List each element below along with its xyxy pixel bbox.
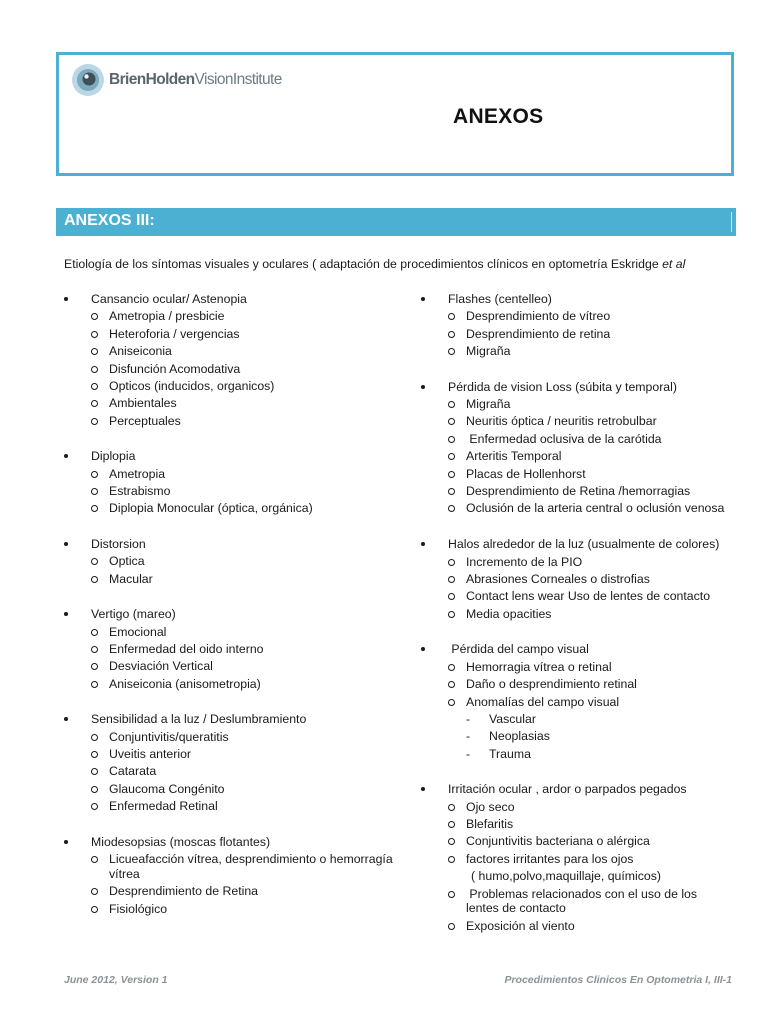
circle-bullet-icon: [91, 418, 98, 425]
circle-bullet-icon: [448, 418, 455, 425]
cause-item: Desprendimiento de Retina /hemorragias: [421, 483, 731, 500]
circle-bullet-icon: [448, 856, 455, 863]
cause-item: Enfermedad del oido interno: [64, 641, 394, 658]
cause-item: Aniseiconia: [64, 343, 394, 360]
symptom-heading: Pérdida del campo visual: [421, 641, 731, 658]
cause-item: Heteroforia / vergencias: [64, 326, 394, 343]
dash-bullet-icon: -: [466, 711, 471, 726]
cause-item: Macular: [64, 571, 394, 588]
circle-bullet-icon: [448, 593, 455, 600]
bullet-icon: [421, 542, 425, 546]
bullet-icon: [421, 297, 425, 301]
bullet-icon: [421, 647, 425, 651]
circle-bullet-icon: [91, 488, 98, 495]
cause-item: Oclusión de la arteria central o oclusión venosa: [421, 500, 731, 518]
circle-bullet-icon: [91, 663, 98, 670]
bullet-icon: [421, 787, 425, 791]
logo-wordmark: BrienHoldenVisionInstitute: [109, 71, 282, 88]
cause-item: Arteritis Temporal: [421, 448, 731, 465]
cause-item: Conjuntivitis/queratitis: [64, 729, 394, 746]
circle-bullet-icon: [91, 646, 98, 653]
cause-item: Problemas relacionados con el uso de los lentes de contacto: [421, 886, 731, 918]
cause-item: Catarata: [64, 763, 394, 780]
cause-item: Contact lens wear Uso de lentes de contacto: [421, 588, 731, 605]
circle-bullet-icon: [448, 923, 455, 930]
circle-bullet-icon: [448, 821, 455, 828]
cause-item: Desviación Vertical: [64, 658, 394, 675]
symptom-heading: Halos alrededor de la luz (usualmente de colores): [421, 536, 731, 554]
circle-bullet-icon: [448, 891, 455, 898]
cause-item: Desprendimiento de Retina: [64, 883, 394, 900]
sub-cause-item: - Neoplasias: [421, 728, 731, 745]
circle-bullet-icon: [91, 471, 98, 478]
symptom-group: [421, 536, 731, 623]
circle-bullet-icon: [91, 681, 98, 688]
header-box: [56, 52, 734, 176]
circle-bullet-icon: [448, 804, 455, 811]
logo: [71, 63, 282, 97]
cause-item: Incremento de la PIO: [421, 554, 731, 571]
circle-bullet-icon: [91, 629, 98, 636]
sub-cause-item: - Vascular: [421, 711, 731, 728]
circle-bullet-icon: [91, 383, 98, 390]
symptom-group: [421, 641, 731, 763]
symptom-heading: Miodesopsias (moscas flotantes): [64, 834, 394, 851]
cause-item: Ojo seco: [421, 799, 731, 816]
cause-item: Perceptuales: [64, 413, 394, 430]
symptom-heading: Distorsion: [64, 536, 394, 553]
bullet-icon: [64, 297, 68, 301]
symptom-heading: Irritación ocular , ardor o parpados pegados: [421, 781, 731, 798]
circle-bullet-icon: [91, 856, 98, 863]
circle-bullet-icon: [448, 488, 455, 495]
circle-bullet-icon: [448, 838, 455, 845]
circle-bullet-icon: [91, 313, 98, 320]
symptom-group: [64, 448, 394, 518]
cause-item: Aniseiconia (anisometropia): [64, 676, 394, 693]
cause-item: Licueafacción vítrea, desprendimiento o hemorragía vítrea: [64, 851, 394, 883]
symptom-group: [421, 379, 731, 518]
symptom-group: [64, 606, 394, 693]
cause-item: Enfermedad oclusiva de la carótida: [421, 431, 731, 448]
bullet-icon: [64, 454, 68, 458]
section-bar: [56, 208, 736, 236]
symptom-group: [64, 711, 394, 815]
circle-bullet-icon: [448, 331, 455, 338]
circle-bullet-icon: [448, 664, 455, 671]
cause-item: Disfunción Acomodativa: [64, 361, 394, 378]
circle-bullet-icon: [448, 681, 455, 688]
cause-item: Abrasiones Corneales o distrofias: [421, 571, 731, 588]
cause-item: Daño o desprendimiento retinal: [421, 676, 731, 693]
circle-bullet-icon: [448, 699, 455, 706]
cause-item: Ametropia / presbicie: [64, 308, 394, 325]
circle-bullet-icon: [91, 786, 98, 793]
circle-bullet-icon: [91, 751, 98, 758]
cause-item: Optica: [64, 553, 394, 570]
cause-detail: ( humo,polvo,maquillaje, químicos): [471, 869, 662, 884]
footer-course-page: Procedimientos Clinicos En Optometria I, III-1: [504, 974, 732, 986]
cause-item: Uveitis anterior: [64, 746, 394, 763]
intro-paragraph: Etiología de los síntomas visuales y oculares ( adaptación de procedimientos clínicos en optometría Eskridge et al: [64, 257, 686, 271]
cause-item: Hemorragia vítrea o retinal: [421, 659, 731, 676]
footer-version: June 2012, Version 1: [64, 974, 168, 986]
symptom-heading: Vertigo (mareo): [64, 606, 394, 623]
page-title: ANEXOS: [453, 105, 544, 128]
circle-bullet-icon: [448, 471, 455, 478]
cause-item: factores irritantes para los ojos: [421, 851, 731, 868]
symptom-group: [64, 536, 394, 588]
bullet-icon: [421, 385, 425, 389]
circle-bullet-icon: [91, 366, 98, 373]
section-bar-divider: [731, 212, 732, 232]
cause-item: Blefaritis: [421, 816, 731, 833]
circle-bullet-icon: [448, 453, 455, 460]
cause-item: Emocional: [64, 624, 394, 641]
section-title: ANEXOS III:: [64, 212, 155, 229]
symptom-heading: Flashes (centelleo): [421, 291, 731, 308]
symptom-group: [64, 834, 394, 918]
cause-item: Migraña: [421, 343, 731, 360]
bullet-icon: [64, 612, 68, 616]
symptom-heading: Cansancio ocular/ Astenopia: [64, 291, 394, 308]
bullet-icon: [64, 717, 68, 721]
cause-item: Diplopia Monocular (óptica, orgánica): [64, 500, 394, 517]
symptom-heading: Sensibilidad a la luz / Deslumbramiento: [64, 711, 394, 728]
circle-bullet-icon: [91, 348, 98, 355]
cause-item: Placas de Hollenhorst: [421, 466, 731, 483]
cause-item: Desprendimiento de vítreo: [421, 308, 731, 325]
circle-bullet-icon: [91, 558, 98, 565]
cause-item: Ambientales: [64, 395, 394, 412]
circle-bullet-icon: [448, 559, 455, 566]
cause-item: Estrabismo: [64, 483, 394, 500]
bullet-icon: [64, 840, 68, 844]
left-column: [64, 291, 394, 936]
cause-item: Migraña: [421, 396, 731, 413]
cause-item: Anomalías del campo visual: [421, 694, 731, 711]
circle-bullet-icon: [91, 906, 98, 913]
circle-bullet-icon: [448, 505, 455, 512]
cause-item: Neuritis óptica / neuritis retrobulbar: [421, 413, 731, 430]
circle-bullet-icon: [91, 768, 98, 775]
cause-item: Media opacities: [421, 606, 731, 623]
cause-item: Enfermedad Retinal: [64, 798, 394, 815]
cause-item: Desprendimiento de retina: [421, 326, 731, 343]
circle-bullet-icon: [448, 348, 455, 355]
dash-bullet-icon: -: [466, 729, 471, 744]
symptom-group: [421, 291, 731, 361]
circle-bullet-icon: [91, 734, 98, 741]
circle-bullet-icon: [91, 331, 98, 338]
cause-item: Exposición al viento: [421, 918, 731, 935]
symptom-group: [64, 291, 394, 430]
circle-bullet-icon: [91, 400, 98, 407]
symptom-heading: Pérdida de vision Loss (súbita y temporal): [421, 379, 731, 396]
right-column: [421, 291, 731, 953]
circle-bullet-icon: [91, 803, 98, 810]
circle-bullet-icon: [448, 576, 455, 583]
circle-bullet-icon: [448, 611, 455, 618]
symptom-group: [421, 781, 731, 935]
symptom-heading: Diplopia: [64, 448, 394, 465]
cause-item: Glaucoma Congénito: [64, 781, 394, 798]
circle-bullet-icon: [91, 576, 98, 583]
cause-item: Conjuntivitis bacteriana o alérgica: [421, 833, 731, 850]
circle-bullet-icon: [91, 505, 98, 512]
sub-cause-item: - Trauma: [421, 746, 731, 763]
cause-item: Fisiológico: [64, 901, 394, 918]
cause-item: Opticos (inducidos, organicos): [64, 378, 394, 395]
circle-bullet-icon: [448, 313, 455, 320]
circle-bullet-icon: [91, 888, 98, 895]
eye-logo-icon: [71, 63, 105, 97]
circle-bullet-icon: [448, 436, 455, 443]
cause-item: Ametropia: [64, 466, 394, 483]
circle-bullet-icon: [448, 401, 455, 408]
bullet-icon: [64, 542, 68, 546]
dash-bullet-icon: -: [466, 746, 471, 761]
